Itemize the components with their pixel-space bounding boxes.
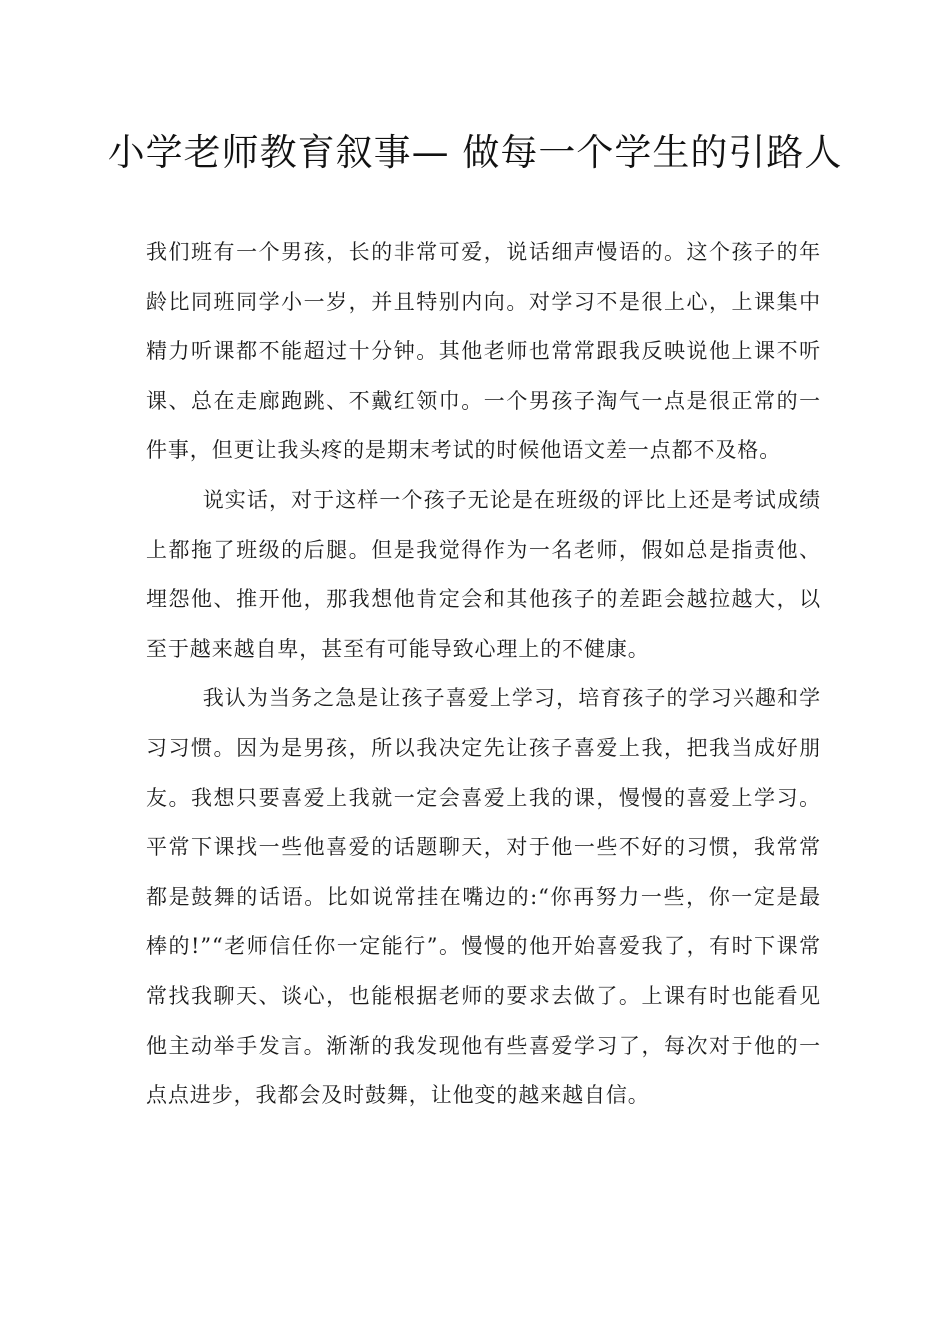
- document-title: 小学老师教育叙事— 做每一个学生的引路人: [107, 131, 843, 174]
- paragraph-3: 我认为当务之急是让孩子喜爱上学习，培育孩子的学习兴趣和学习习惯。因为是男孩，所以我决定先让孩子喜爱上我，把我当成好朋友。我想只要喜爱上我就一定会喜爱上我的课，慢慢的喜爱上学习。平常下课找一些他喜爱的话题聊天，对于他一些不好的习惯，我常常都是鼓舞的话语。比如说常挂在嘴边的:“你再努力一些，你一定是最棒的!”“老师信任你一定能行”。慢慢的他开始喜爱我了，有时下课常常找我聊天、谈心，也能根据老师的要求去做了。上课有时也能看见他主动举手发言。渐渐的我发现他有些喜爱学习了，每次对于他的一点点进步，我都会及时鼓舞，让他变的越来越自信。: [146, 686, 821, 1108]
- paragraph-1: 我们班有一个男孩，长的非常可爱，说话细声慢语的。这个孩子的年龄比同班同学小一岁，并且特别内向。对学习不是很上心，上课集中精力听课都不能超过十分钟。其他老师也常常跟我反映说他上课不听课、总在走廊跑跳、不戴红领巾。一个男孩子淘气一点是很正常的一件事，但更让我头疼的是期末考试的时候他语文差一点都不及格。: [146, 240, 821, 463]
- paragraph-2: 说实话，对于这样一个孩子无论是在班级的评比上还是考试成绩上都拖了班级的后腿。但是我觉得作为一名老师，假如总是指责他、埋怨他、推开他，那我想他肯定会和其他孩子的差距会越拉越大，以至于越来越自卑，甚至有可能导致心理上的不健康。: [146, 487, 821, 661]
- document-body: [146, 228, 821, 1121]
